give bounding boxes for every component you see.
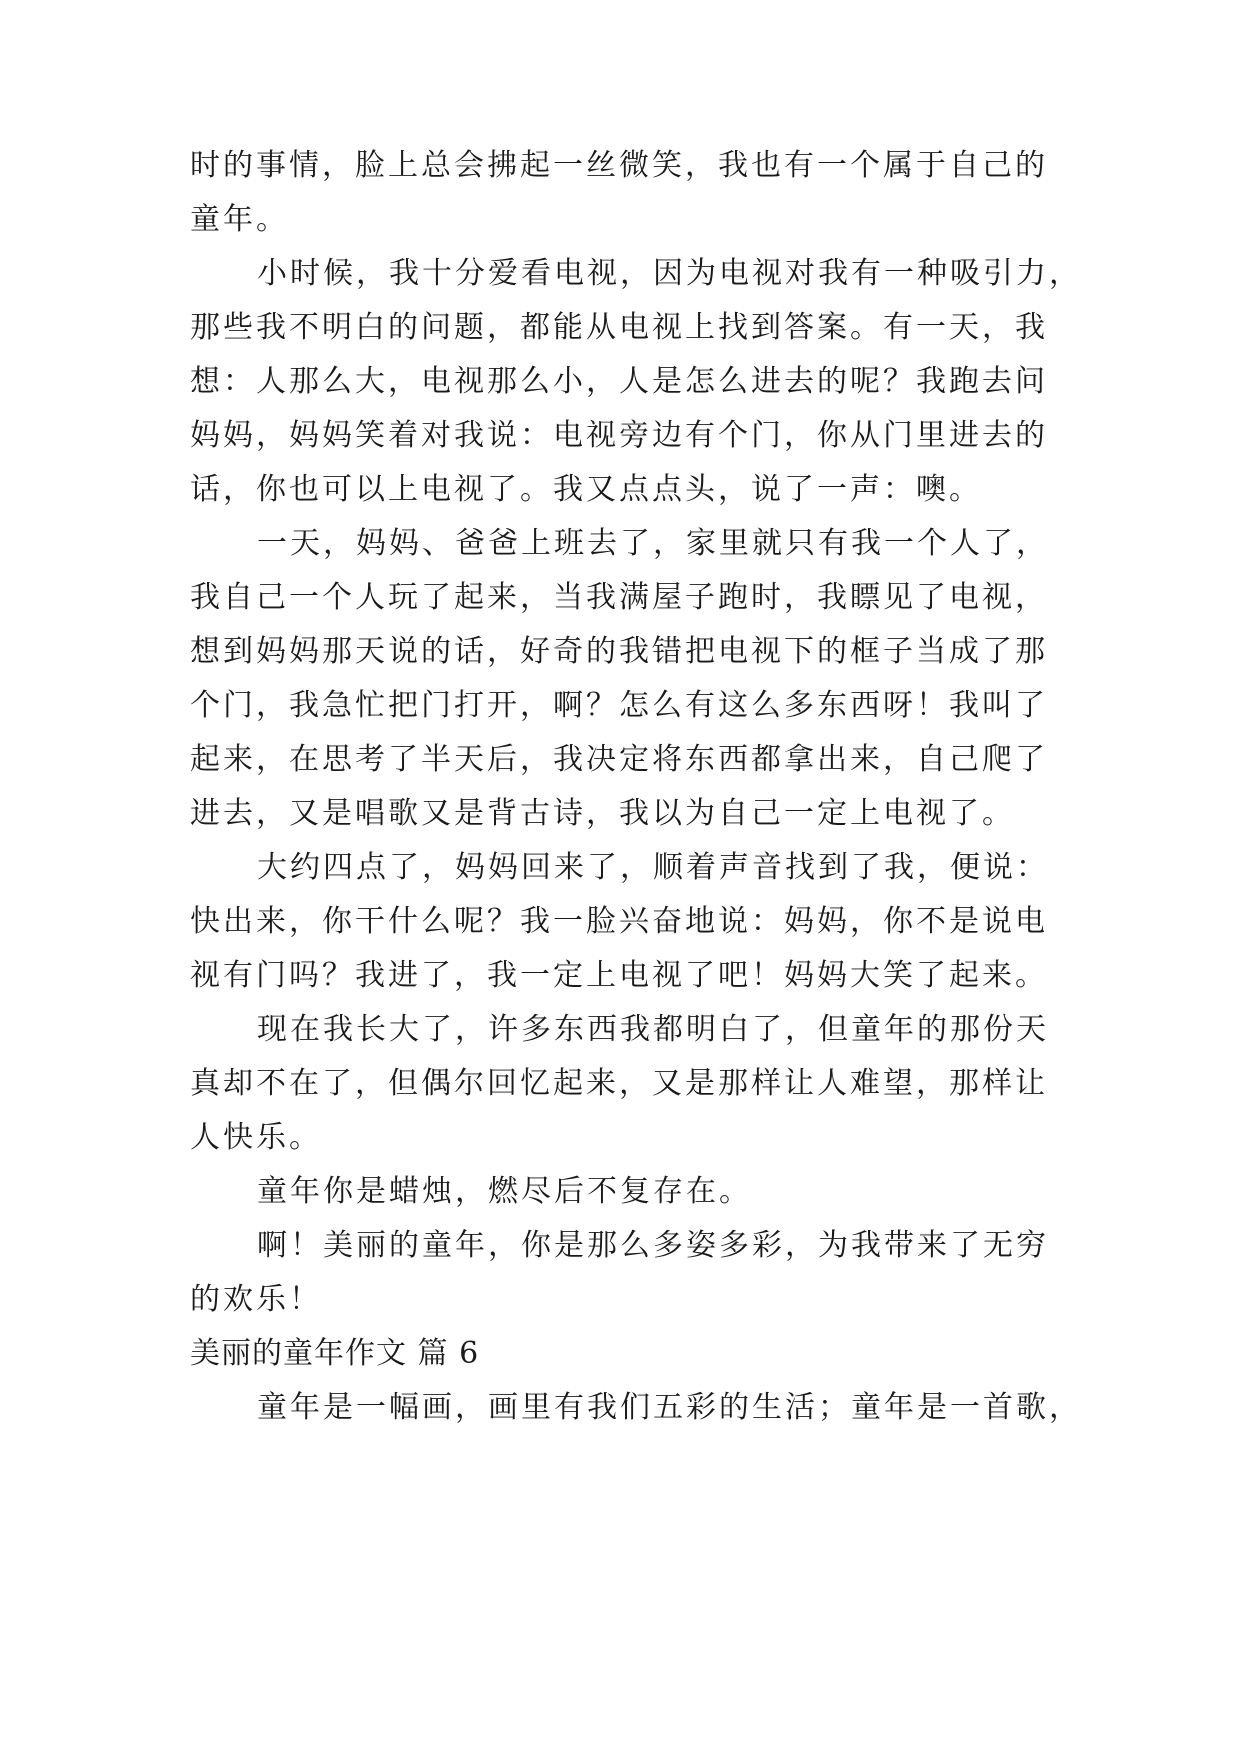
- text-line: 快出来，你干什么呢？我一脸兴奋地说：妈妈，你不是说电: [190, 904, 1048, 939]
- text-line: 起来，在思考了半天后，我决定将东西都拿出来，自己爬了: [190, 742, 1048, 777]
- text-line: 想到妈妈那天说的话，好奇的我错把电视下的框子当成了那: [190, 634, 1048, 669]
- text-line: 真却不在了，但偶尔回忆起来，又是那样让人难望，那样让: [190, 1066, 1048, 1101]
- text-line: 人快乐。: [190, 1120, 322, 1155]
- paragraph-first-line: 一天，妈妈、爸爸上班去了，家里就只有我一个人了，: [257, 526, 1049, 561]
- text-line: 童年。: [190, 202, 289, 237]
- section-heading: 美丽的童年作文 篇 6: [190, 1336, 480, 1371]
- paragraph-first-line: 大约四点了，妈妈回来了，顺着声音找到了我，便说：: [257, 850, 1049, 885]
- text-line: 那些我不明白的问题，都能从电视上找到答案。有一天，我: [190, 310, 1048, 345]
- text-line: 我自己一个人玩了起来，当我满屋子跑时，我瞟见了电视，: [190, 580, 1048, 615]
- text-line: 话，你也可以上电视了。我又点点头，说了一声：噢。: [190, 472, 982, 507]
- paragraph-first-line: 童年是一幅画，画里有我们五彩的生活；童年是一首歌，: [257, 1390, 1082, 1425]
- text-line: 个门，我急忙把门打开，啊？怎么有这么多东西呀！我叫了: [190, 688, 1048, 723]
- text-line: 视有门吗？我进了，我一定上电视了吧！妈妈大笑了起来。: [190, 958, 1048, 993]
- text-line: 想：人那么大，电视那么小，人是怎么进去的呢？我跑去问: [190, 364, 1048, 399]
- paragraph-first-line: 现在我长大了，许多东西我都明白了，但童年的那份天: [257, 1012, 1049, 1047]
- text-line: 进去，又是唱歌又是背古诗，我以为自己一定上电视了。: [190, 796, 1015, 831]
- paragraph-first-line: 小时候，我十分爱看电视，因为电视对我有一种吸引力，: [257, 256, 1082, 291]
- text-line: 时的事情，脸上总会拂起一丝微笑，我也有一个属于自己的: [190, 148, 1048, 183]
- paragraph-first-line: 啊！美丽的童年，你是那么多姿多彩，为我带来了无穷: [257, 1228, 1049, 1263]
- paragraph-first-line: 童年你是蜡烛，燃尽后不复存在。: [257, 1174, 752, 1209]
- text-line: 的欢乐！: [190, 1282, 322, 1317]
- text-line: 妈妈，妈妈笑着对我说：电视旁边有个门，你从门里进去的: [190, 418, 1048, 453]
